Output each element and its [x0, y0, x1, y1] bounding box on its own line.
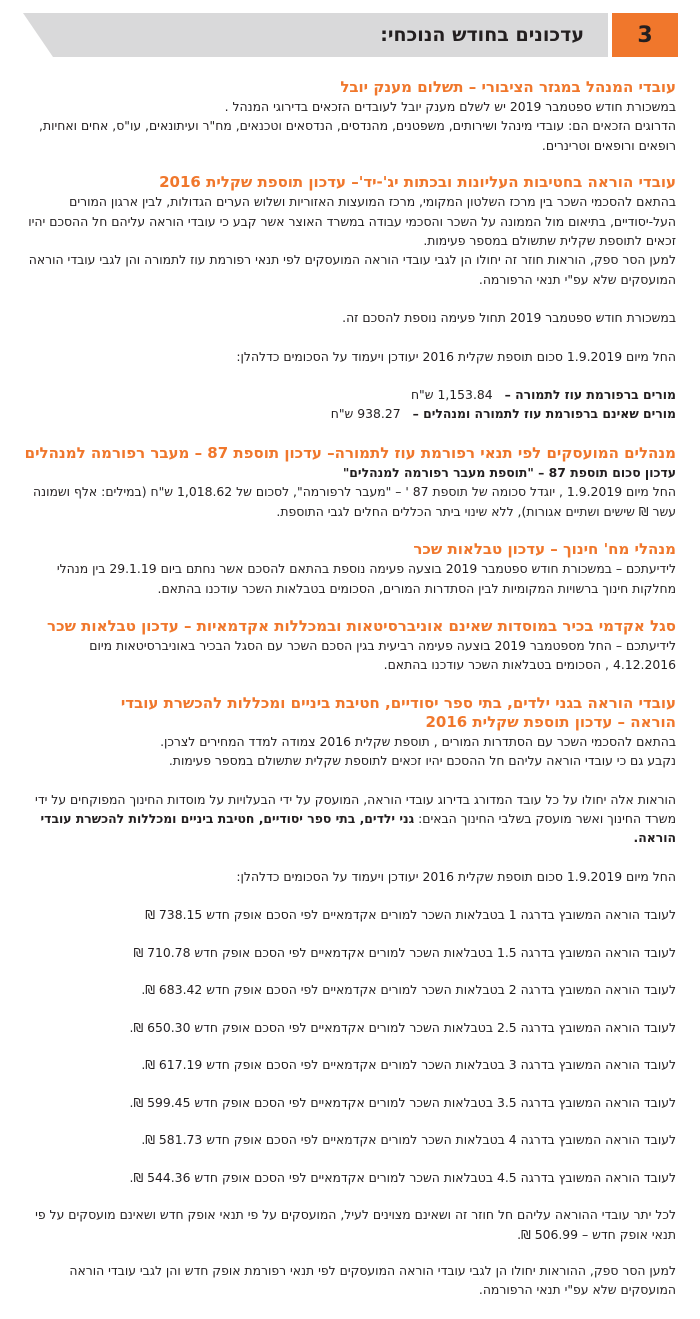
paragraph [24, 790, 676, 848]
section-heading: מנהלים המועסקים לפי תנאי רפורמת עוז לתמורה– עדכון תוספת 87 – מעבר רפורמה למנהלים [24, 443, 676, 462]
section-number: 3 [612, 13, 678, 57]
section-header [23, 13, 678, 57]
paragraph: במשכורת חודש ספטמבר 2019 תחול פעימה נוספת להסכם זה. [342, 310, 676, 326]
amount-value: 938.27 [357, 406, 401, 422]
amount-unit: ש"ח [330, 406, 354, 422]
rate-row: לעובד הוראה המשובץ בדרגה 2 בטבלאות השכר למורים אקדמאיים לפי הסכם אופק חדש 683.42 ₪. [141, 982, 676, 998]
paragraph: בהתאם להסכמי השכר בין מרכז השלטון המקומי, מרכז המועצות האזוריות ושלוש הערים הגדולות, לבין ארגון המורים העל-יסודיים, בתיאום מול הממונה על השכר והסכמי עבודה במשרד האוצר אשר קבע כי עובדי הוראה עליהם חל ההסכם יהיו זכאים לתוספת שקלית שתשולם במספר פעימות. [28, 194, 676, 249]
section-managers-addition-87 [24, 444, 676, 521]
section-heading: עובדי הוראה בחטיבות העליונות ובכתות יג'-יד'– עדכון תוספת שקלית 2016 [159, 173, 676, 192]
paragraph: לידיעתכם – החל מספטמבר 2019 בוצעה פעימה רביעית בגין הסכם השכר עם הסגל הבכיר באוניברסיטאות מיום 4.12.2016 , הסכומים בטבלאות השכר עודכנו בהתאם. [89, 637, 676, 673]
rate-row: לעובד הוראה המשובץ בדרגה 1 בטבלאות השכר למורים אקדמאיים לפי הסכם אופק חדש 738.15 ₪ [145, 907, 676, 923]
paragraph: בהתאם להסכמי השכר עם הסתדרות המורים , תוספת שקלית 2016 צמודה למדד המחירים לצרכן. [160, 733, 676, 749]
amount-label: מורים ברפורמת עוז לתמורה – [504, 387, 676, 403]
paragraph: לידיעתכם – במשכורת חודש ספטמבר 2019 בוצעה פעימה נוספת בהתאם להסכם אשר נחתם ביום 29.1.19 בין מנהלי מחלקות חינוך ברשויות המקומיות לבין הסתדרות המורים, הסכומים בטבלאות השכר עודכנו בהתאם. [56, 561, 676, 596]
rate-row: לעובד הוראה המשובץ בדרגה 2.5 בטבלאות השכר למורים אקדמאיים לפי הסכם אופק חדש 650.30 ₪. [129, 1019, 676, 1035]
rate-row: לעובד הוראה המשובץ בדרגה 1.5 בטבלאות השכר למורים אקדמאיים לפי הסכם אופק חדש 710.78 ₪ [133, 944, 676, 960]
paragraph-bold: גני ילדים, בתי ספר יסודיים, חטיבת ביניים ומכללות להכשרת עובדי הוראה. [40, 810, 676, 846]
rate-row: לעובד הוראה המשובץ בדרגה 4.5 בטבלאות השכר למורים אקדמאיים לפי הסכם אופק חדש 544.36 ₪. [129, 1169, 676, 1185]
section-heading: עובדי המנהל במגזר הציבורי – תשלום מענק יובל [340, 78, 676, 96]
amount-row [24, 385, 676, 404]
section-title: עדכונים בחודש הנוכחי: [380, 24, 584, 46]
amount-row [24, 404, 676, 423]
paragraph: במשכורת חודש ספטמבר 2019 יש לשלם מענק יובל לעובדים הזכאים בדירוגי המנהל . [224, 99, 676, 114]
document-body [24, 78, 676, 1319]
section-high-school-teachers [24, 173, 676, 424]
section-jubilee-grant [24, 78, 676, 155]
section-heading: מנהלי מח' חינוך – עדכון טבלאות שכר [413, 540, 676, 559]
section-academic-staff [24, 617, 676, 675]
section-education-managers [24, 540, 676, 598]
paragraph: נקבע גם כי עובדי הוראה עליהם חל ההסכם יהיו זכאים לתוספת שקלית שתשולם במספר פעימות. [168, 753, 676, 769]
paragraph: למען הסר ספק, ההוראות יחולו הן לגבי עובדי הוראה המועסקים לפי תנאי רפורמת אופק חדש והן לגבי עובדי הוראה המועסקים שלא עפ"י תנאי הרפורמה. [69, 1262, 676, 1298]
section-heading: עובדי הוראה בגני ילדים, בתי ספר יסודיים, חטיבת ביניים ומכללות להכשרת עובדי הוראה – עדכון תוספת שקלית 2016 [120, 693, 676, 731]
section-kindergarten-primary-teachers [24, 694, 676, 1300]
paragraph: הדרוגים הזכאים הם: עובדי מינהל ושירותים, משפטנים, מהנדסים, הנדסאים וטכנאים, מח"ר ועיתונאים, עו"ס, אחים ואחיות, רופאים ורופאים וטרינרים. [39, 118, 676, 153]
paragraph: החל מיום 1.9.2019 סכום תוספת שקלית 2016 יעודכן ויעמוד על הסכומים כדלהלן: [236, 868, 676, 884]
amount-value: 1,153.84 [437, 387, 493, 403]
section-heading: סגל אקדמי בכיר במוסדות שאינם אוניברסיטאות ובמכללות אקדמאיות – עדכון טבלאות שכר [47, 616, 676, 635]
paragraph: החל מיום 1.9.2019 סכום תוספת שקלית 2016 יעודכן ויעמוד על הסכומים כדלהלן: [236, 348, 676, 364]
amount-unit: ש"ח [410, 387, 434, 403]
paragraph: החל מיום 1.9.2019 , יוגדל סכומה של תוספת 87 ' – "מעבר לרפורמה", לסכום של 1,018.62 ש"ח (במילים: אלף ושמונה עשר ₪ שישים ושתיים אגורות), ללא שינוי ביתר הכללים החלים לגבי התוספת. [33, 484, 676, 519]
paragraph: לכל יתר עובדי ההוראה עליהם חל חוזר זה ושאינם מצוינים לעיל, המועסקים על פי תנאי אופק חדש ושאינם מועסקים על פי תנאי אופק חדש – 506.99 ₪. [35, 1207, 676, 1242]
rate-row: לעובד הוראה המשובץ בדרגה 4 בטבלאות השכר למורים אקדמאיים לפי הסכם אופק חדש 581.73 ₪. [141, 1132, 676, 1148]
paragraph-text: הוראות אלה יחולו על כל עובד המדורג בדירוג עובדי הוראה, המועסק על ידי הבעלויות על מוסדות החינוך המפוקחים על ידי משרד החינוך ואשר מועסק בשלבי החינוך הבאים: [35, 791, 676, 826]
amount-label: מורים שאינם ברפורמת עוז לתמורה ומנהלים – [412, 406, 676, 422]
subheading: עדכון סכום תוספת 87 – "תוספת מעבר רפורמה למנהלים" [342, 464, 676, 480]
rate-row: לעובד הוראה המשובץ בדרגה 3 בטבלאות השכר למורים אקדמאיים לפי הסכם אופק חדש 617.19 ₪. [141, 1057, 676, 1073]
rate-row: לעובד הוראה המשובץ בדרגה 3.5 בטבלאות השכר למורים אקדמאיים לפי הסכם אופק חדש 599.45 ₪. [129, 1094, 676, 1110]
paragraph: למען הסר ספק, הוראות חוזר זה יחולו הן לגבי עובדי הוראה המועסקים לפי תנאי רפורמת עוז לתמורה והן לגבי עובדי הוראה המועסקים שלא עפ"י תנאי הרפורמה. [28, 252, 676, 287]
